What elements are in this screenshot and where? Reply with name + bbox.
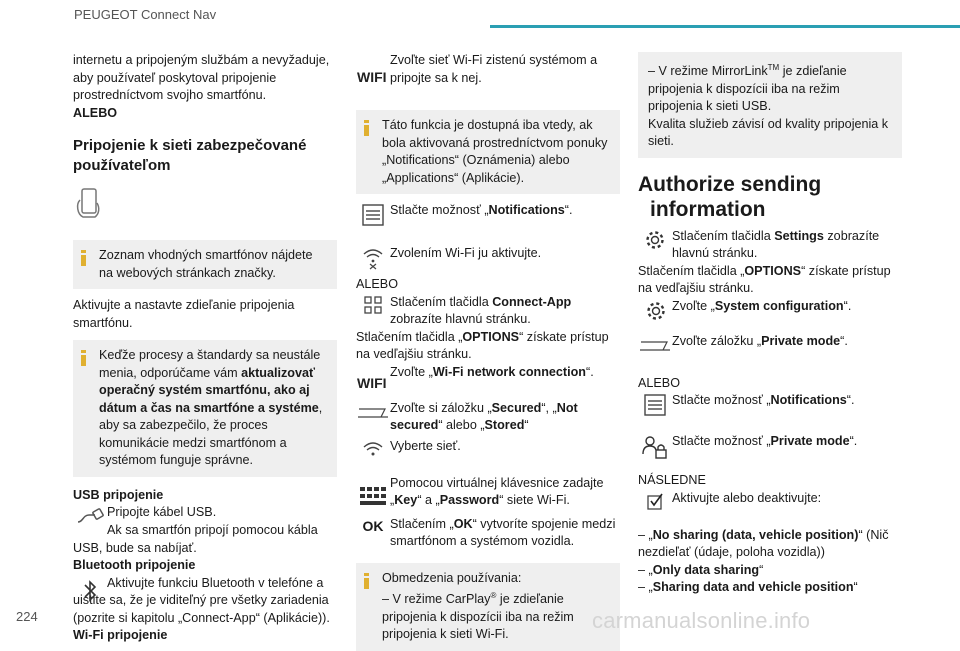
intro-paragraph: internetu a pripojeným službám a nevyžaduje, aby používateľ poskytoval pripojenie prostredníctvom svojho smartfónu. xyxy=(73,53,330,102)
info-icon xyxy=(364,573,369,588)
usb-cable-icon xyxy=(73,504,107,527)
section-heading: Pripojenie k sieti zabezpečované používateľom xyxy=(73,137,307,174)
keyboard-step: Pomocou virtuálnej klávesnice zadajte „Key“ a „Password“ siete Wi-Fi. xyxy=(356,475,620,516)
info-note-mirrorlink: – V režime MirrorLink™ je zdieľanie pripojenia k dispozícii iba na režim pripojenia k sieti USB. Kvalita služieb závisí od kvality pripojenia k sieti. xyxy=(638,52,902,158)
svg-text:WIFI: WIFI xyxy=(357,70,387,84)
settings-step: Stlačením tlačidla Settings zobrazíte hlavnú stránku. xyxy=(638,228,902,263)
apps-grid-icon xyxy=(356,294,390,325)
svg-text:WIFI: WIFI xyxy=(357,375,387,390)
usb-title: USB pripojenie xyxy=(73,487,164,502)
column-middle xyxy=(356,52,620,651)
wifi-signal-icon xyxy=(356,245,390,276)
usb-charging-text: Ak sa smartfón pripojí pomocou kábla USB, bude sa nabíjať. xyxy=(73,523,318,555)
bluetooth-icon xyxy=(81,577,99,611)
ok-step: OK Stlačením „OK“ vytvoríte spojenie medzi smartfónom a systémom vozidla. xyxy=(356,516,620,551)
private-mode-step: Stlačte možnosť „Private mode“. xyxy=(638,433,902,464)
ok-icon: OK xyxy=(362,517,384,534)
private-mode-icon xyxy=(638,433,672,464)
page-number: 224 xyxy=(16,609,38,624)
info-icon xyxy=(364,120,369,135)
system-config-step: Zvoľte „System configuration“. xyxy=(638,298,902,329)
tab-icon xyxy=(638,333,672,371)
column-right xyxy=(638,52,902,597)
checkbox-icon xyxy=(638,490,672,521)
header-accent-bar xyxy=(490,25,960,28)
wifi-title: Wi-Fi pripojenie xyxy=(73,628,168,642)
section-heading: Authorize sending information xyxy=(638,172,822,221)
connect-app-step: Stlačením tlačidla Connect-App zobrazíte hlavnú stránku. xyxy=(356,294,620,329)
page-header-title: PEUGEOT Connect Nav xyxy=(74,7,217,22)
bluetooth-title: Bluetooth pripojenie xyxy=(73,558,196,572)
option-no-sharing: – „No sharing (data, vehicle position)“ (Nič nezdieľať (údaje, poloha vozidla)) xyxy=(638,527,889,560)
options-text: Stlačením tlačidla „OPTIONS“ získate prístup na vedľajšiu stránku. xyxy=(356,329,609,361)
notifications-step: Stlačte možnosť „Notifications“. xyxy=(638,392,902,423)
notifications-icon xyxy=(638,392,672,423)
alebo-label: ALEBO xyxy=(356,277,398,291)
wifi-select-step: WIFI Zvoľte sieť Wi-Fi zistenú systémom a pripojte sa k nej. xyxy=(356,52,620,106)
wifi-activate-step: Zvolením Wi-Fi ju aktivujte. xyxy=(356,245,620,276)
alebo-label: ALEBO xyxy=(638,375,680,390)
usb-step: Pripojte kábel USB. xyxy=(73,504,337,527)
tab-select-step: Zvoľte si záložku „Secured“, „Not secured“ alebo „Stored“ xyxy=(356,400,620,438)
option-data-and-position: – „Sharing data and vehicle position“ xyxy=(638,580,858,595)
watermark: carmanualsonline.info xyxy=(592,608,811,633)
options-text: Stlačením tlačidla „OPTIONS“ získate prístup na vedľajšiu stránku. xyxy=(638,263,891,296)
wifi-text-icon xyxy=(356,52,390,106)
keyboard-icon xyxy=(356,475,390,516)
private-mode-tab-step: Zvoľte záložku „Private mode“. xyxy=(638,333,902,371)
info-icon xyxy=(81,350,86,365)
info-note-update: Keďže procesy a štandardy sa neustále menia, odporúčame vám aktualizovať operačný systém smartfónu, ako aj dátum a čas na smartfóne a systéme, aby sa zabezpečilo, že proces komunikácie medzi smartfónom a systémom funguje správne. xyxy=(73,340,337,477)
alebo-label: ALEBO xyxy=(73,105,118,120)
column-left xyxy=(73,52,337,645)
nasledne-label: NÁSLEDNE xyxy=(638,473,706,488)
settings-gear-icon xyxy=(638,298,672,329)
notifications-step: Stlačte možnosť „Notifications“. xyxy=(356,202,620,233)
activate-step: Aktivujte alebo deaktivujte: xyxy=(638,490,902,521)
wifi-signal-icon xyxy=(356,438,390,469)
wifi-network-connection-step: WIFI Zvoľte „Wi-Fi network connection“. xyxy=(356,364,620,400)
bluetooth-step: Aktivujte funkciu Bluetooth v telefóne a uistite sa, že je viditeľný pre všetky zariadenia (pozrite si kapitolu „Connect-App“ (Aplikácie)). xyxy=(73,575,330,625)
smartphone-icon xyxy=(73,176,337,232)
info-icon xyxy=(81,250,86,265)
info-note-smartphones: Zoznam vhodných smartfónov nájdete na webových stránkach značky. xyxy=(73,240,337,289)
notifications-icon xyxy=(356,202,390,233)
select-network-step: Vyberte sieť. xyxy=(356,438,620,469)
gear-icon xyxy=(638,228,672,259)
option-only-data: – „Only data sharing“ xyxy=(638,562,764,577)
activate-sharing-text: Aktivujte a nastavte zdieľanie pripojenia smartfónu. xyxy=(73,298,295,330)
wifi-text-icon xyxy=(356,364,390,400)
tab-icon xyxy=(356,400,390,438)
info-note-limits: Obmedzenia používania: – V režime CarPlay® je zdieľanie pripojenia k dispozícii iba na režim pripojenia k sieti Wi-Fi. xyxy=(356,563,620,651)
info-note-notifications: Táto funkcia je dostupná iba vtedy, ak bola aktivovaná prostredníctvom ponuky „Notifications“ (Oznámenia) alebo „Applications“ (Aplikácie). xyxy=(356,110,620,194)
